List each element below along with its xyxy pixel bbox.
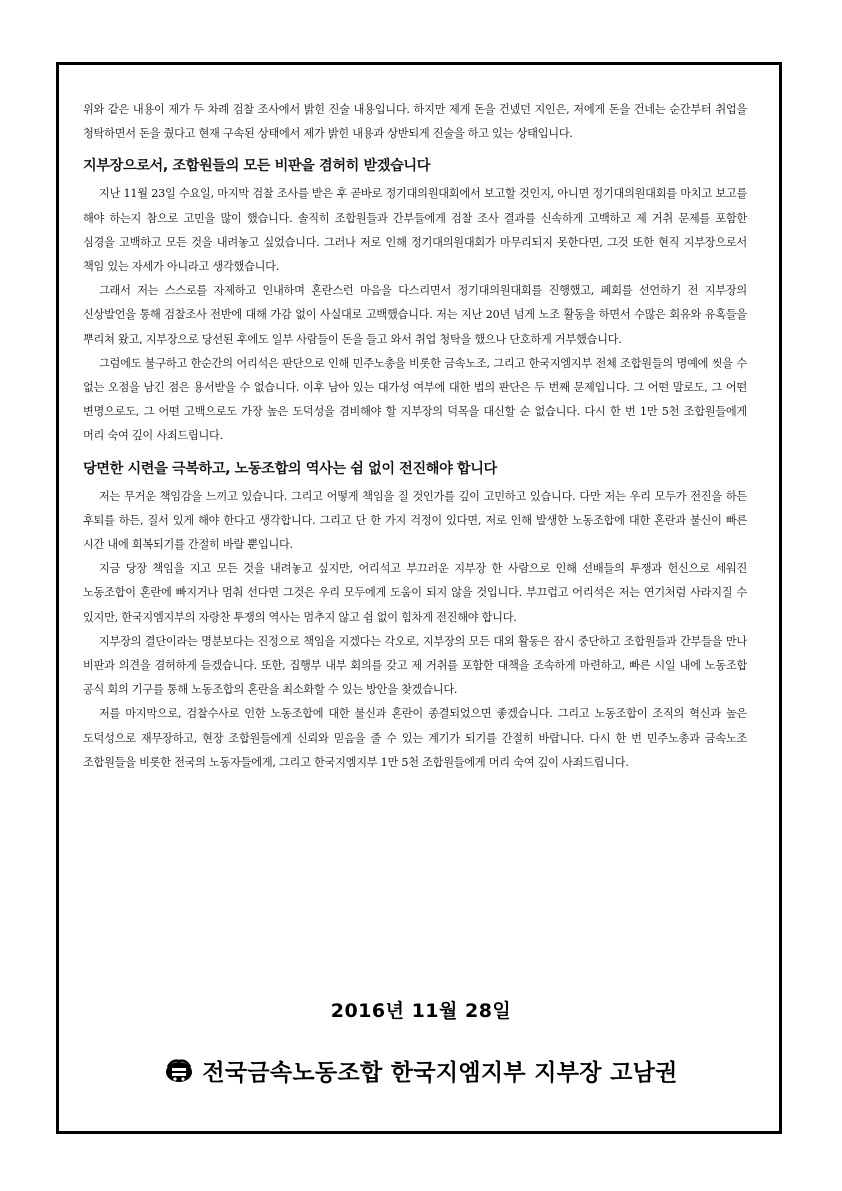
statement-date: 2016년 11월 28일 [330,1000,512,1022]
section-1-paragraph-1: 지난 11월 23일 수요일, 마지막 검찰 조사를 받은 후 곧바로 정기대의원대회에서 보고할 것인지, 아니면 정기대의원대회를 마치고 보고를 해야 하는지 참으로 고민을 많이 했습니다. 솔직히 조합원들과 간부들에게 검찰 조사 결과를 신속하게 고백하고 제 거취 문제를 포함한 심경을 고백하고 모든 것을 내려놓고 싶었습니다. 그러나 저로 인해 정기대의원대회가 마무리되지 못한다면, 그것 또한 현직 지부장으로서 책임 있는 자세가 아니라고 생각했습니다. [83,187,747,274]
union-emblem-icon [164,1058,194,1090]
section-2-paragraph-3: 지부장의 결단이라는 명분보다는 진정으로 책임을 지겠다는 각오로, 지부장의 모든 대외 활동은 잠시 중단하고 조합원들과 간부들을 만나 비판과 의견을 겸허하게 듣겠습니다. 또한, 집행부 내부 회의를 갖고 제 거취를 포함한 대책을 조속하게 마련하고, 빠른 시일 내에 노동조합 공식 회의 기구를 통해 노동조합의 혼란을 최소화할 수 있는 방안을 찾겠습니다. [83,634,747,697]
signature-text: 전국금속노동조합 한국지엠지부 지부장 고남권 [202,1060,678,1086]
section-1-heading: 지부장으로서, 조합원들의 모든 비판을 겸허히 받겠습니다 [83,158,431,175]
intro-paragraph: 위와 같은 내용이 제가 두 차례 검찰 조사에서 밝힌 진술 내용입니다. 하지만 제게 돈을 건넸던 지인은, 저에게 돈을 건네는 순간부터 취업을 청탁하면서 돈을 줬다고 현재 구속된 상태에서 제가 밝힌 내용과 상반되게 진술을 하고 있는 상태입니다. [83,103,747,141]
section-2-heading: 당면한 시련을 극복하고, 노동조합의 역사는 쉼 없이 전진해야 합니다 [83,460,497,477]
signature-line [0,1054,842,1090]
section-2-paragraph-4: 저를 마지막으로, 검찰수사로 인한 노동조합에 대한 불신과 혼란이 종결되었으면 좋겠습니다. 그리고 노동조합이 조직의 혁신과 높은 도덕성으로 재무장하고, 현장 조합원들에게 신뢰와 믿음을 줄 수 있는 계기가 되기를 간절히 바랍니다. 다시 한 번 민주노총과 금속노조 조합원들을 비롯한 전국의 노동자들에게, 그리고 한국지엠지부 1만 5천 조합원들에게 머리 숙여 깊이 사죄드립니다. [83,707,747,769]
section-2-paragraph-1: 저는 무거운 책임감을 느끼고 있습니다. 그리고 어떻게 책임을 질 것인가를 깊이 고민하고 있습니다. 다만 저는 우리 모두가 전진을 하든 후퇴를 하든, 질서 있게 해야 한다고 생각합니다. 그리고 단 한 가지 걱정이 있다면, 저로 인해 발생한 노동조합에 대한 혼란과 불신이 빠른 시간 내에 회복되기를 간절히 바랄 뿐입니다. [83,489,747,552]
section-1-paragraph-2: 그래서 저는 스스로를 자제하고 인내하며 혼란스런 마음을 다스리면서 정기대의원대회를 진행했고, 폐회를 선언하기 전 지부장의 신상발언을 통해 검찰조사 전반에 대해 가감 없이 사실대로 고백했습니다. 저는 지난 20년 넘게 노조 활동을 하면서 수많은 회유와 유혹들을 뿌리쳐 왔고, 지부장으로 당선된 후에도 일부 사람들이 돈을 들고 와서 취업 청탁을 했으나 단호하게 거부했습니다. [83,284,747,346]
statement-body [83,98,747,775]
section-1-paragraph-3: 그럼에도 불구하고 한순간의 어리석은 판단으로 인해 민주노총을 비롯한 금속노조, 그리고 한국지엠지부 전체 조합원들의 명예에 씻을 수 없는 오점을 남긴 점은 용서받을 수 없습니다. 이후 남아 있는 대가성 여부에 대한 법의 판단은 두 번째 문제입니다. 그 어떤 말로도, 그 어떤 변명으로도, 그 어떤 고백으로도 가장 높은 도덕성을 겸비해야 할 지부장의 덕목을 대신할 순 없습니다. 다시 한 번 1만 5천 조합원들에게 머리 숙여 깊이 사죄드립니다. [83,356,747,443]
section-2-paragraph-2: 지금 당장 책임을 지고 모든 것을 내려놓고 싶지만, 어리석고 부끄러운 지부장 한 사람으로 인해 선배들의 투쟁과 헌신으로 세워진 노동조합이 혼란에 빠지거나 멈춰 선다면 그것은 우리 모두에게 도움이 되지 않을 것입니다. 부끄럽고 어리석은 저는 연기처럼 사라지질 수 있지만, 한국지엠지부의 자랑찬 투쟁의 역사는 멈추지 않고 쉼 없이 힘차게 전진해야 합니다. [83,562,747,624]
